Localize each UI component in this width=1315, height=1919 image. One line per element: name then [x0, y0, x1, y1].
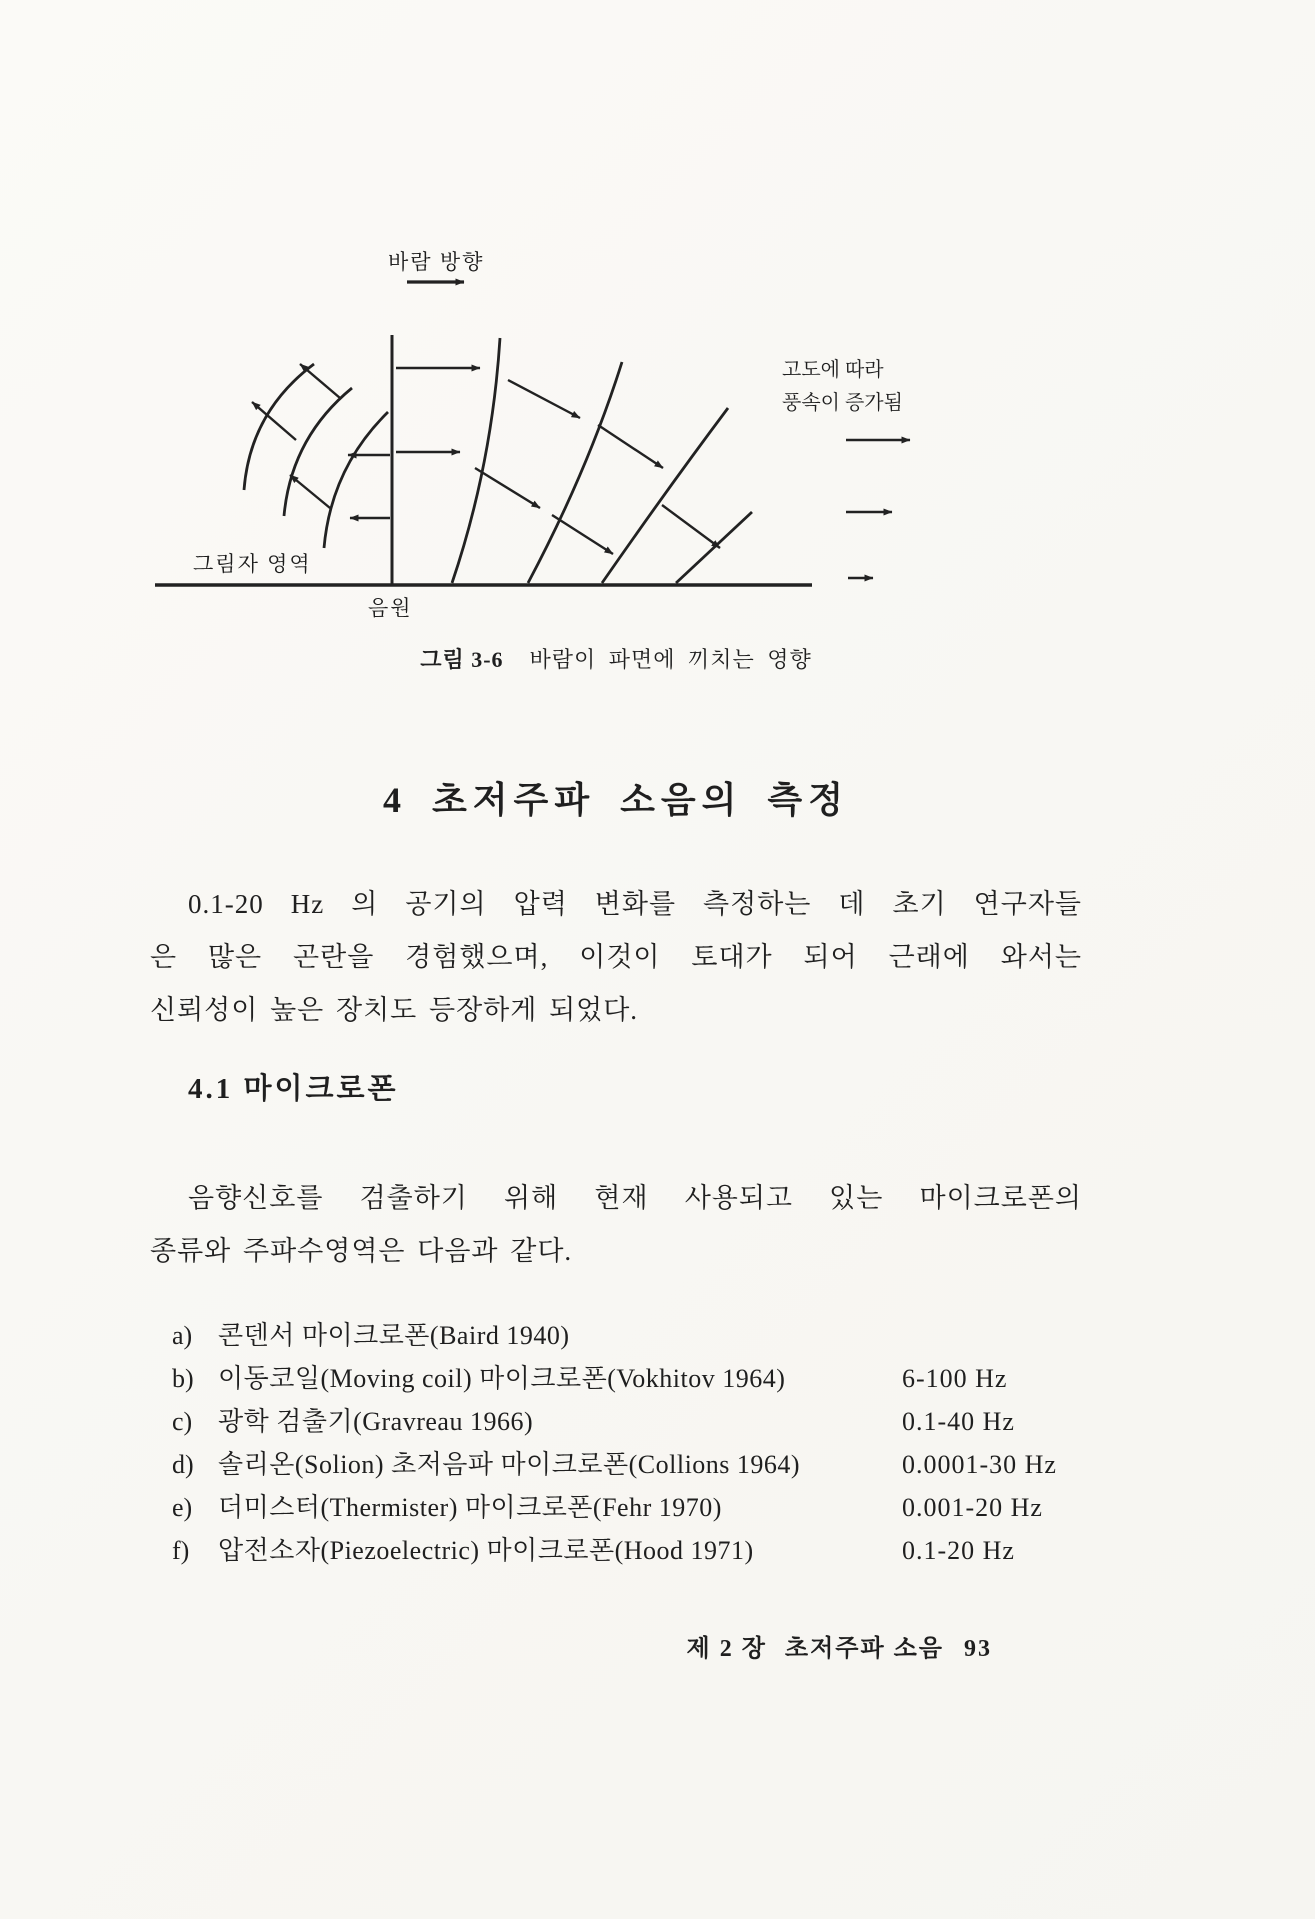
list-item-label: 더미스터(Thermister) 마이크로폰(Fehr 1970): [218, 1493, 722, 1522]
section-paragraph: [150, 878, 1082, 1037]
subsection-paragraph: [150, 1172, 1082, 1278]
altitude-note-line2: 풍속이 증가됨: [782, 392, 903, 414]
list-item-label: 콘덴서 마이크로폰(Baird 1940): [218, 1321, 570, 1350]
paragraph-line: 음향신호를 검출하기 위해 현재 사용되고 있는 마이크로폰의: [188, 1183, 1082, 1213]
paragraph-line: 종류와 주파수영역은 다음과 같다.: [150, 1236, 573, 1266]
list-item-range: 0.001-20 Hz: [902, 1493, 1043, 1522]
upwind-arrows: [252, 364, 390, 518]
figure-caption-number: 그림 3-6: [420, 647, 504, 672]
list-item-range: 6-100 Hz: [902, 1364, 1008, 1393]
list-item-marker: a): [172, 1321, 193, 1350]
footer-page-number: 93: [964, 1636, 992, 1662]
footer-chapter: 제 2 장: [686, 1636, 767, 1662]
list-item-label: 솔리온(Solion) 초저음파 마이크로폰(Collions 1964): [218, 1450, 801, 1479]
paragraph-line: 0.1-20 Hz 의 공기의 압력 변화를 측정하는 데 초기 연구자들: [188, 889, 1082, 919]
list-item-range: 0.1-20 Hz: [902, 1536, 1015, 1565]
list-item: [172, 1314, 1080, 1357]
list-item: [172, 1400, 1080, 1443]
page-footer: [500, 1628, 992, 1663]
microphone-list: [172, 1314, 1080, 1572]
altitude-note: [782, 354, 903, 420]
paragraph-line: 신뢰성이 높은 장치도 등장하게 되었다.: [150, 995, 639, 1025]
list-item-label: 이동코일(Moving coil) 마이크로폰(Vokhitov 1964): [218, 1364, 786, 1393]
figure-caption: [150, 643, 1082, 674]
list-item-marker: e): [172, 1493, 193, 1522]
list-item-marker: f): [172, 1536, 190, 1565]
footer-chapter-title: 초저주파 소음: [784, 1636, 944, 1662]
list-item-range: 0.0001-30 Hz: [902, 1450, 1057, 1479]
altitude-note-line1: 고도에 따라: [782, 359, 884, 381]
section-heading: 4 초저주파 소음의 측정: [383, 780, 849, 820]
wind-profile-arrows: [846, 440, 910, 578]
list-item-marker: d): [172, 1450, 194, 1479]
figure-caption-text: 바람이 파면에 끼치는 영향: [529, 647, 812, 672]
list-item: [172, 1486, 1080, 1529]
list-item-marker: c): [172, 1407, 193, 1436]
list-item: [172, 1529, 1080, 1572]
subsection-heading: 4.1 마이크로폰: [188, 1073, 399, 1105]
wind-direction-label: 바람 방향: [388, 250, 485, 274]
list-item-label: 압전소자(Piezoelectric) 마이크로폰(Hood 1971): [218, 1536, 754, 1565]
list-item: [172, 1443, 1080, 1486]
shadow-zone-label: 그림자 영역: [193, 552, 312, 576]
list-item: [172, 1357, 1080, 1400]
list-item-range: 0.1-40 Hz: [902, 1407, 1015, 1436]
sound-source-label: 음원: [368, 596, 413, 620]
list-item-label: 광학 검출기(Gravreau 1966): [218, 1407, 534, 1436]
list-item-marker: b): [172, 1364, 194, 1393]
paragraph-line: 은 많은 곤란을 경험했으며, 이것이 토대가 되어 근래에 와서는: [150, 942, 1082, 972]
